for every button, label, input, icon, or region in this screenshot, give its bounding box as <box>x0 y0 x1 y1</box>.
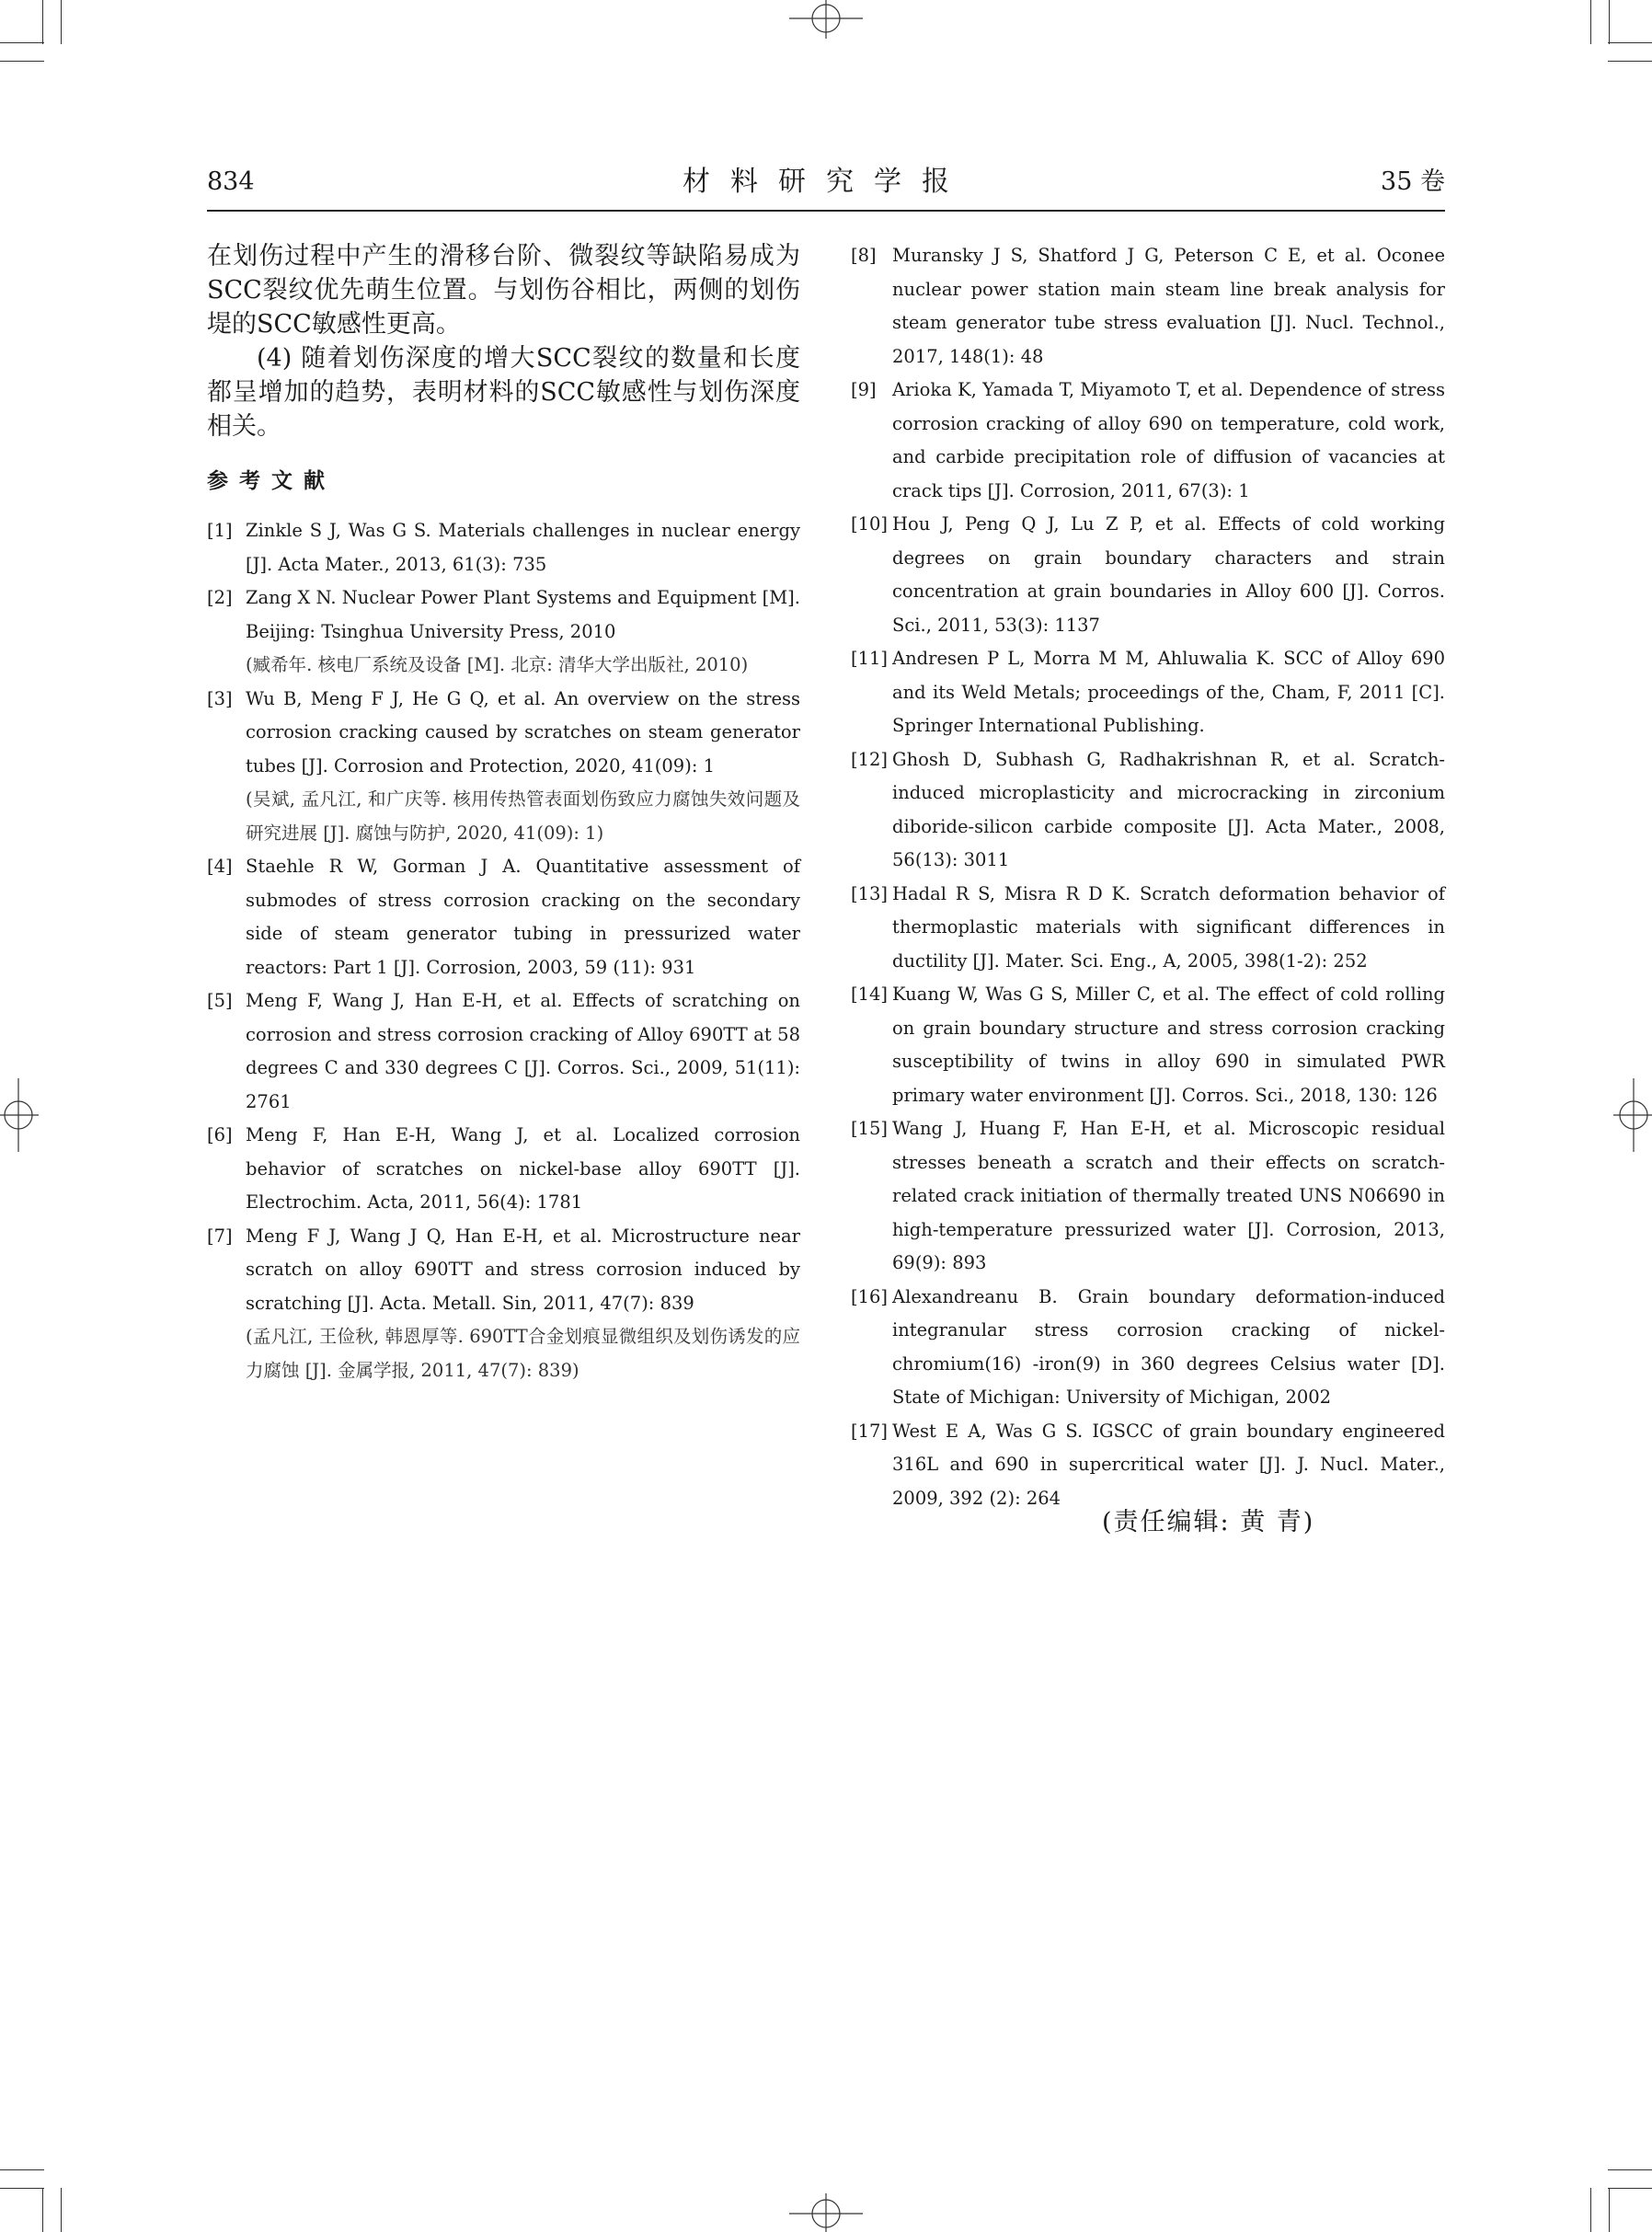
reference-number: [4] <box>207 856 233 877</box>
reference-body <box>892 878 1445 979</box>
reference-item <box>851 374 1445 508</box>
reference-text: Meng F J, Wang J Q, Han E-H, et al. Microstructure near scratch on alloy 690TT and stress corrosion induced by scratching [J]. Acta. Metall. Sin, 2011, 47(7): 839 <box>246 1225 800 1314</box>
reference-body <box>892 642 1445 743</box>
reference-body <box>246 683 800 851</box>
registration-mark-top <box>789 0 863 39</box>
reference-item <box>207 581 800 683</box>
reference-body <box>246 984 800 1119</box>
reference-item <box>207 1119 800 1220</box>
reference-number: [14] <box>851 984 889 1005</box>
reference-number: [11] <box>851 648 889 669</box>
reference-item <box>851 1281 1445 1415</box>
reference-list-right <box>851 239 1445 1515</box>
reference-text: Hadal R S, Misra R D K. Scratch deformation behavior of thermoplastic materials with significant differences in ductility [J]. Mater. Sci. Eng., A, 2005, 398(1-2): 252 <box>892 882 1445 972</box>
reference-body <box>892 374 1445 508</box>
reference-text: Zang X N. Nuclear Power Plant Systems and Equipment [M]. Beijing: Tsinghua University Press, 2010 <box>246 587 800 642</box>
reference-item <box>851 239 1445 374</box>
reference-translation: (孟凡江, 王俭秋, 韩恩厚等. 690TT合金划痕显微组织及划伤诱发的应力腐蚀 [J]. 金属学报, 2011, 47(7): 839) <box>246 1326 800 1381</box>
reference-number: [1] <box>207 520 233 541</box>
reference-body <box>892 978 1445 1112</box>
reference-body <box>246 1119 800 1220</box>
reference-text: Andresen P L, Morra M M, Ahluwalia K. SCC of Alloy 690 and its Weld Metals; proceedings of the, Cham, F, 2011 [C]. Springer International Publishing. <box>892 648 1445 736</box>
reference-text: Alexandreanu B. Grain boundary deformation-induced integranular stress corrosion cracking of nickel-chromium(16) -iron(9) in 360 degrees Celsius water [D]. State of Michigan: University of Michigan, 2002 <box>892 1285 1445 1408</box>
reference-body <box>892 508 1445 642</box>
reference-text: Zinkle S J, Was G S. Materials challenges in nuclear energy [J]. Acta Mater., 2013, 61(3): 735 <box>246 520 800 575</box>
volume-label: 35 卷 <box>1381 167 1445 196</box>
reference-text: Staehle R W, Gorman J A. Quantitative assessment of submodes of stress corrosion cracking on the secondary side of steam generator tubing in pressurized water reactors: Part 1 [J]. Corrosion, 2003, 59 (11): 931 <box>246 856 800 978</box>
reference-text: Wu B, Meng F J, He G Q, et al. An overview on the stress corrosion cracking caused by scratches on steam generator tubes [J]. Corrosion and Protection, 2020, 41(09): 1 <box>246 687 800 777</box>
reference-number: [2] <box>207 587 233 608</box>
reference-item <box>207 1220 800 1388</box>
reference-number: [15] <box>851 1118 889 1139</box>
reference-number: [6] <box>207 1124 233 1145</box>
reference-list-left <box>207 514 800 1387</box>
reference-text: Kuang W, Was G S, Miller C, et al. The effect of cold rolling on grain boundary structure and stress corrosion cracking susceptibility of twins in alloy 690 in simulated PWR primary water environment [J]. Corros. Sci., 2018, 130: 126 <box>892 984 1445 1106</box>
reference-text: Arioka K, Yamada T, Miyamoto T, et al. Dependence of stress corrosion cracking of alloy 690 on temperature, cold work, and carbide precipitation role of diffusion of vacancies at crack tips [J]. Corrosion, 2011, 67(3): 1 <box>892 379 1445 501</box>
reference-item <box>851 743 1445 878</box>
editor-note: (责任编辑: 黄 青) <box>1102 1508 1315 1536</box>
reference-body <box>246 514 800 581</box>
journal-title: 材料研究学报 <box>683 166 969 198</box>
reference-number: [12] <box>851 748 889 770</box>
reference-number: [13] <box>851 882 889 904</box>
reference-item <box>851 508 1445 642</box>
reference-item <box>851 978 1445 1112</box>
header-rule <box>207 210 1445 212</box>
right-column <box>851 239 1445 1515</box>
references-heading: 参考文献 <box>207 468 336 493</box>
reference-item <box>851 642 1445 743</box>
reference-number: [9] <box>851 379 877 400</box>
reference-text: Muransky J S, Shatford J G, Peterson C E, et al. Oconee nuclear power station main steam line break analysis for steam generator tube stress evaluation [J]. Nucl. Technol., 2017, 148(1): 48 <box>892 245 1445 367</box>
reference-text: Ghosh D, Subhash G, Radhakrishnan R, et al. Scratch-induced microplasticity and microcracking in zirconium diboride-silicon carbide composite [J]. Acta Mater., 2008, 56(13): 3011 <box>892 748 1445 870</box>
reference-body <box>892 1281 1445 1415</box>
reference-body <box>892 1415 1445 1516</box>
reference-item <box>207 683 800 851</box>
reference-body <box>246 581 800 683</box>
left-column <box>207 239 800 1387</box>
reference-body <box>892 239 1445 374</box>
reference-item <box>207 514 800 581</box>
reference-number: [7] <box>207 1225 233 1247</box>
body-paragraph-1: 在划伤过程中产生的滑移台阶、微裂纹等缺陷易成为SCC裂纹优先萌生位置。与划伤谷相比，两侧的划伤堤的SCC敏感性更高。 <box>207 242 800 339</box>
reference-translation: (臧希年. 核电厂系统及设备 [M]. 北京: 清华大学出版社, 2010) <box>246 654 749 675</box>
reference-text: Meng F, Han E-H, Wang J, et al. Localized corrosion behavior of scratches on nickel-base alloy 690TT [J]. Electrochim. Acta, 2011, 56(4): 1781 <box>246 1124 800 1213</box>
reference-item <box>851 1415 1445 1516</box>
reference-text: Hou J, Peng Q J, Lu Z P, et al. Effects of cold working degrees on grain boundary characters and strain concentration at grain boundaries in Alloy 600 [J]. Corros. Sci., 2011, 53(3): 1137 <box>892 513 1445 636</box>
reference-body <box>892 1112 1445 1281</box>
reference-number: [3] <box>207 687 233 709</box>
reference-number: [8] <box>851 245 877 266</box>
reference-number: [5] <box>207 990 233 1011</box>
reference-body <box>246 1220 800 1388</box>
reference-number: [10] <box>851 513 889 535</box>
registration-mark-bottom <box>789 2193 863 2232</box>
reference-text: Wang J, Huang F, Han E-H, et al. Microscopic residual stresses beneath a scratch and their effects on scratch-related crack initiation of thermally treated UNS N06690 in high-temperature pressurized water [J]. Corrosion, 2013, 69(9): 893 <box>892 1118 1445 1273</box>
reference-item <box>207 984 800 1119</box>
reference-item <box>207 850 800 984</box>
reference-item <box>851 1112 1445 1281</box>
registration-mark-right <box>1613 1078 1652 1152</box>
registration-mark-left <box>0 1078 39 1152</box>
reference-text: Meng F, Wang J, Han E-H, et al. Effects of scratching on corrosion and stress corrosion cracking of Alloy 690TT at 58 degrees C and 330 degrees C [J]. Corros. Sci., 2009, 51(11): 2761 <box>246 990 800 1112</box>
reference-body <box>892 743 1445 878</box>
body-paragraph-2: (4) 随着划伤深度的增大SCC裂纹的数量和长度都呈增加的趋势，表明材料的SCC敏感性与划伤深度相关。 <box>207 344 800 441</box>
reference-body <box>246 850 800 984</box>
page-number: 834 <box>207 167 255 196</box>
reference-number: [17] <box>851 1420 889 1442</box>
reference-number: [16] <box>851 1285 889 1307</box>
reference-translation: (吴斌, 孟凡江, 和广庆等. 核用传热管表面划伤致应力腐蚀失效问题及研究进展 [J]. 腐蚀与防护, 2020, 41(09): 1) <box>246 788 800 844</box>
reference-item <box>851 878 1445 979</box>
reference-text: West E A, Was G S. IGSCC of grain boundary engineered 316L and 690 in supercritical water [J]. J. Nucl. Mater., 2009, 392 (2): 264 <box>892 1420 1445 1509</box>
